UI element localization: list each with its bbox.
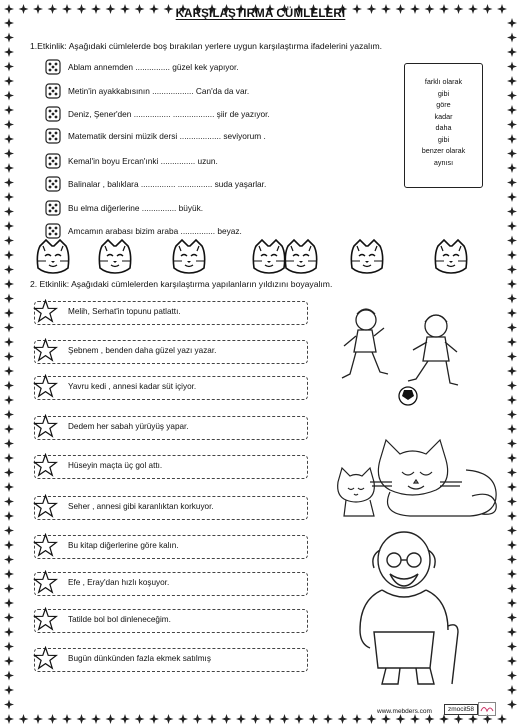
footer-badge: zmocit58 (444, 704, 478, 715)
dice-icon (45, 153, 61, 169)
sentence-text: Şebnem , benden daha güzel yazı yazar. (68, 346, 217, 355)
sentence-text: Dedem her sabah yürüyüş yapar. (68, 422, 189, 431)
sentence-text: Bu kitap diğerlerine göre kalın. (68, 541, 179, 550)
dice-icon (45, 200, 61, 216)
word-bank-item: benzer olarak (421, 146, 466, 155)
word-bank-item: kadar (434, 111, 453, 121)
word-bank-item: gibi (437, 88, 450, 98)
logo-icon (478, 702, 496, 716)
star-icon[interactable] (33, 338, 58, 363)
word-bank-item: göre (436, 100, 451, 109)
sentence-text: Efe , Eray'dan hızlı koşuyor. (68, 578, 170, 587)
cat-face-icon (170, 238, 208, 274)
section2-instruction: 2. Etkinlik: Aşağıdaki cümlelerden karşılaştırma yapılanların yıldızını boyayalım. (30, 279, 333, 289)
grandfather-illustration (352, 528, 464, 688)
fill-in-sentence: Kemal'in boyu Ercan'ınki ............... uzun. (68, 156, 218, 166)
website-footer: www.mebders.com (377, 708, 432, 715)
word-bank-item: daha (435, 123, 452, 132)
cat-face-icon (34, 238, 72, 274)
dice-icon (45, 106, 61, 122)
star-icon[interactable] (33, 299, 58, 324)
section1-instruction: 1.Etkinlik: Aşağıdaki cümlelerde boş bırakılan yerlere uygun karşılaştırma ifadelerini yazalım. (30, 41, 383, 51)
fill-in-sentence: Amcamın arabası bizim araba ............... beyaz. (68, 226, 242, 236)
sentence-text: Bugün dünkünden fazla ekmek satılmış (68, 654, 211, 663)
star-icon[interactable] (33, 570, 58, 595)
dice-icon (45, 223, 61, 239)
fill-in-sentence: Ablam annemden ............... güzel kek yapıyor. (68, 62, 239, 72)
dice-icon (45, 59, 61, 75)
star-icon[interactable] (33, 453, 58, 478)
fill-in-sentence: Metin'in ayakkabısının .................. Can'da da var. (68, 86, 250, 96)
word-bank-item: gibi (437, 134, 450, 144)
sentence-text: Seher , annesi gibi karanlıktan korkuyor. (68, 502, 214, 511)
cat-face-icon (282, 238, 320, 274)
dice-icon (45, 176, 61, 192)
fill-in-sentence: Bu elma diğerlerine ............... büyük. (68, 203, 204, 213)
children-playing-football-illustration (326, 300, 486, 408)
star-icon[interactable] (33, 414, 58, 439)
sentence-text: Hüseyin maçta üç gol attı. (68, 461, 163, 470)
fill-in-sentence: Matematik dersini müzik dersi .................. seviyorum . (68, 131, 266, 141)
page-title: KARŞILAŞTIRMA CÜMLELERİ (175, 8, 346, 20)
cat-face-icon (348, 238, 386, 274)
cats-illustration (332, 420, 502, 520)
word-bank-item: aynısı (433, 157, 454, 167)
star-icon[interactable] (33, 533, 58, 558)
dice-icon (45, 83, 61, 99)
star-icon[interactable] (33, 374, 58, 399)
word-bank-box (404, 63, 483, 188)
cat-face-icon (432, 238, 470, 274)
star-icon[interactable] (33, 494, 58, 519)
sentence-text: Yavru kedi , annesi kadar süt içiyor. (68, 382, 197, 391)
fill-in-sentence: Deniz, Şener'den ................ .................. şiir de yazıyor. (68, 109, 270, 119)
sentence-text: Melih, Serhat'in topunu patlattı. (68, 307, 181, 316)
cat-face-icon (96, 238, 134, 274)
word-bank-item: farklı olarak (424, 77, 463, 86)
star-icon[interactable] (33, 646, 58, 671)
fill-in-sentence: Balinalar , balıklara ............... ............... suda yaşarlar. (68, 179, 267, 189)
star-icon[interactable] (33, 607, 58, 632)
dice-icon (45, 128, 61, 144)
sentence-text: Tatilde bol bol dinleneceğim. (68, 615, 171, 624)
